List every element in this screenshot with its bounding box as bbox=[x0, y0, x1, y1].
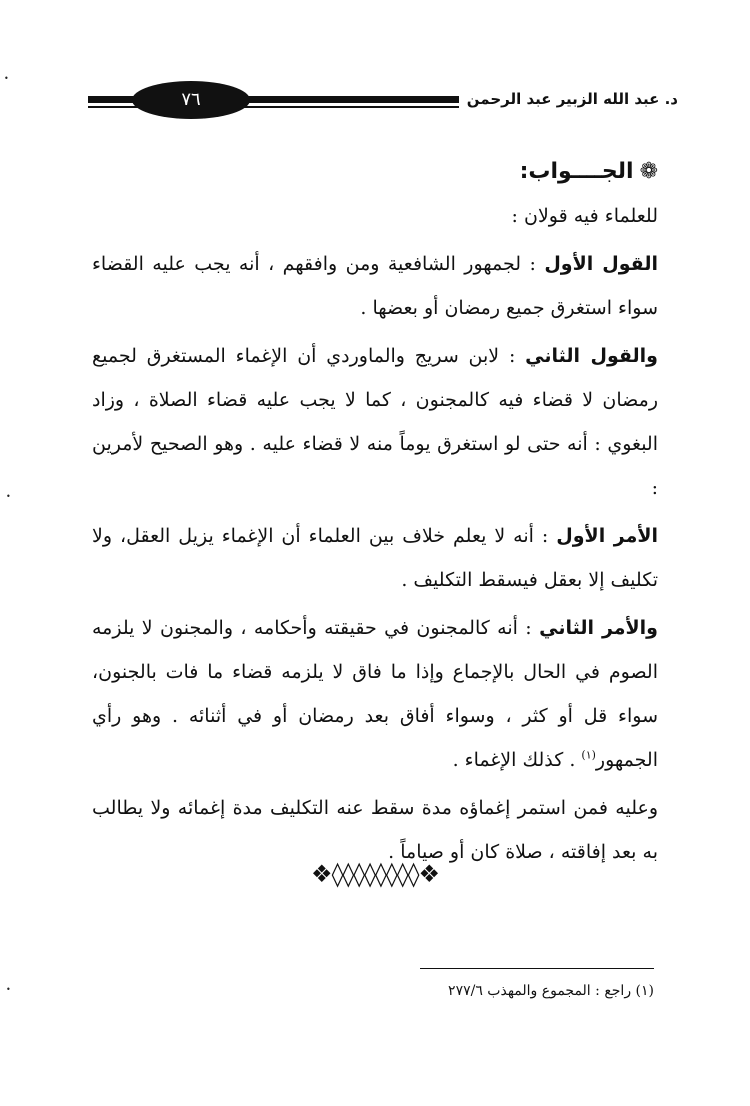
second-opinion-paragraph bbox=[92, 334, 658, 510]
footnote: (١) راجع : المجموع والمهذب ٢٧٧/٦ bbox=[448, 983, 654, 999]
first-opinion-paragraph bbox=[92, 242, 658, 330]
scan-speck: • bbox=[6, 492, 11, 501]
second-matter-label: والأمر الثاني bbox=[539, 617, 658, 639]
first-matter-paragraph bbox=[92, 514, 658, 602]
intro-paragraph: للعلماء فيه قولان : bbox=[511, 205, 658, 227]
first-matter-text: : أنه لا يعلم خلاف بين العلماء أن الإغماء يزيل العقل، ولا تكليف إلا بعقل فيسقط التكليف . bbox=[92, 525, 658, 591]
heading-text: الجــــواب: bbox=[519, 159, 634, 184]
ornament-flower-icon: ❁ bbox=[639, 159, 658, 184]
second-opinion-label: والقول الثاني bbox=[525, 345, 658, 367]
ornamental-divider: ❖◊◊◊◊◊◊◊◊❖ bbox=[311, 860, 439, 888]
footnote-reference[interactable]: (١) bbox=[581, 748, 596, 762]
page-number: ٧٦ bbox=[132, 81, 250, 119]
scan-speck: • bbox=[4, 74, 9, 83]
first-opinion-label: القول الأول bbox=[544, 253, 658, 275]
footnote-rule bbox=[420, 968, 654, 969]
second-matter-tail: . كذلك الإغماء . bbox=[452, 749, 582, 771]
running-author: د. عبد الله الزبير عبد الرحمن bbox=[459, 88, 678, 110]
conclusion-paragraph: وعليه فمن استمر إغماؤه مدة سقط عنه التكليف مدة إغمائه ولا يطالب به بعد إفاقته ، صلاة كان أو صياماً . bbox=[92, 797, 658, 863]
second-opinion-text: : لابن سريج والماوردي أن الإغماء المستغرق لجميع رمضان لا قضاء فيه كالمجنون ، كما لا يجب عليه قضاء الصلاة ، وزاد البغوي : أنه حتى لو استغرق يوماً منه لا قضاء عليه . وهو الصحيح لأمرين : bbox=[92, 345, 658, 499]
second-matter-text: : أنه كالمجنون في حقيقته وأحكامه ، والمجنون لا يلزمه الصوم في الحال بالإجماع وإذا ما فاق لا يلزمه قضاء ما فات بالجنون، سواء قل أو كثر ، وسواء أفاق بعد رمضان أو في أثنائه . وهو رأي الجمهور bbox=[92, 617, 658, 771]
section-heading bbox=[92, 150, 658, 194]
page-body bbox=[92, 150, 658, 874]
scan-speck: • bbox=[6, 985, 11, 994]
second-matter-paragraph bbox=[92, 606, 658, 782]
first-opinion-text: : لجمهور الشافعية ومن وافقهم ، أنه يجب عليه القضاء سواء استغرق جميع رمضان أو بعضها . bbox=[92, 253, 658, 319]
page-header bbox=[88, 80, 678, 120]
first-matter-label: الأمر الأول bbox=[556, 525, 658, 547]
